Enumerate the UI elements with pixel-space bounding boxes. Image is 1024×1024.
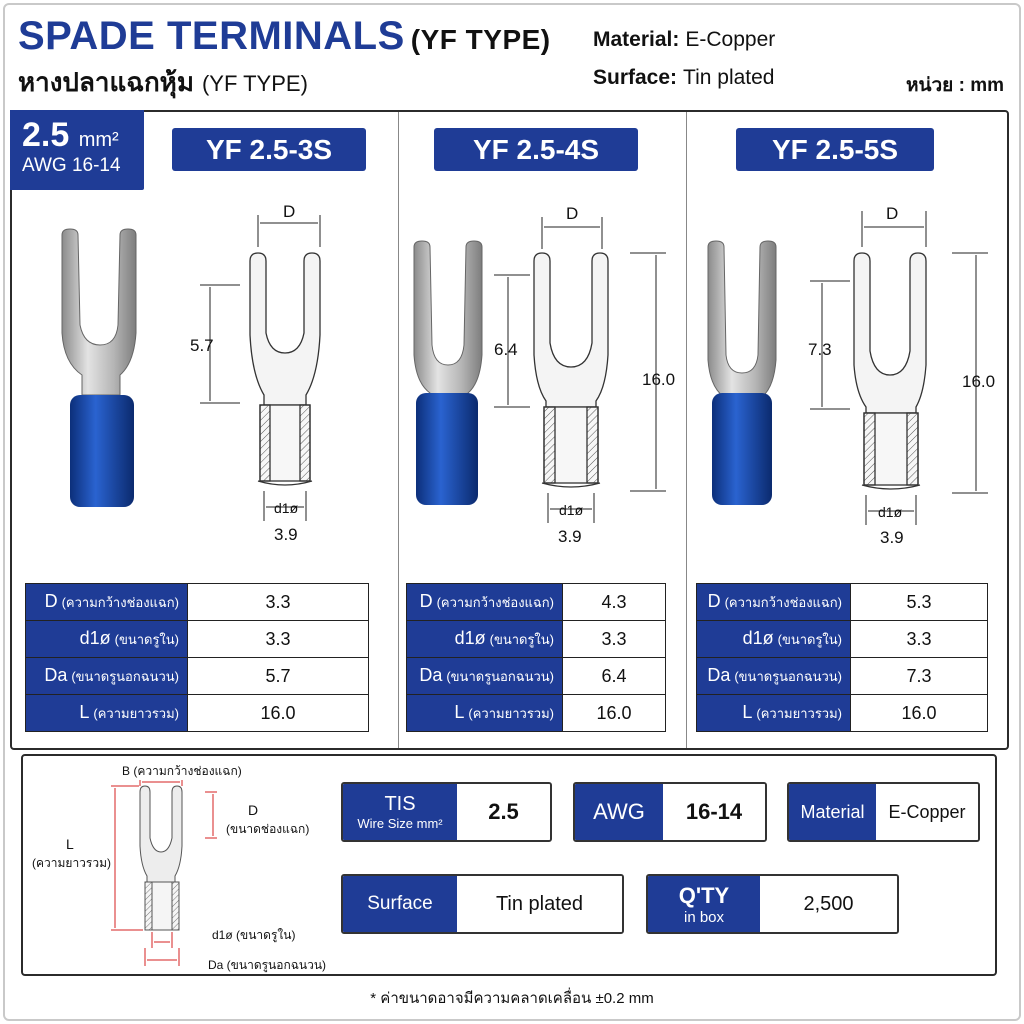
table-row [697,621,988,658]
unit-label: หน่วย : mm [906,75,1004,96]
row-key: Da [707,665,731,685]
row-desc: (ความยาวรวม) [93,706,179,721]
row-key: L [79,702,90,722]
awg-box [573,782,767,842]
legend-d1: d1ø (ขนาดรูใน) [212,928,296,942]
terminal-drawing [854,253,926,489]
terminal-drawing [534,253,608,487]
row-value: 4.3 [563,584,666,621]
legend-D-desc: (ขนาดช่องแฉก) [226,822,310,836]
dim-d1: d1ø [274,500,299,516]
material-box-value: E-Copper [876,784,978,840]
row-desc: (ขนาดรูใน) [114,632,179,647]
dim-d1: d1ø [559,502,584,518]
table-row [26,695,369,732]
dim-D: D [886,204,899,223]
row-value: 3.3 [188,584,369,621]
table-row [407,658,666,695]
legend-B: B (ความกว้างช่องแฉก) [122,764,242,778]
row-key: L [454,702,465,722]
row-key: D [44,591,58,611]
row-key: Da [44,665,68,685]
title-th: หางปลาแฉกหุ้ม [18,67,194,97]
row-key: d1ø [79,628,111,648]
qty-sub: in box [683,908,725,926]
row-value: 16.0 [563,695,666,732]
dim-d1: d1ø [878,504,903,520]
tis-sub: Wire Size mm² [357,816,443,831]
row-desc: (ขนาดรูนอกฉนวน) [734,669,842,684]
dim-D: D [283,202,296,221]
tis-label: TIS [384,793,416,815]
surface-box-value: Tin plated [457,876,622,932]
legend-L: L [66,836,74,852]
dim-D: D [566,204,579,223]
row-desc: (ขนาดรูใน) [489,632,554,647]
row-key: D [419,591,433,611]
terminal-photo [414,241,482,505]
row-value: 5.7 [188,658,369,695]
row-value: 5.3 [851,584,988,621]
title-en: SPADE TERMINALS [18,14,405,58]
row-desc: (ขนาดรูนอกฉนวน) [71,669,179,684]
size-unit: mm² [78,129,119,151]
dim-slot: 7.3 [808,340,832,359]
table-row [26,584,369,621]
table-row [407,695,666,732]
awg-range: AWG 16-14 [22,155,121,176]
legend-D: D [248,802,259,818]
spec-table-1 [25,583,369,732]
page-subtitle [18,62,308,103]
tis-box [341,782,552,842]
spec-table-3 [696,583,988,732]
row-key: D [707,591,721,611]
page-title [18,14,551,59]
title-th-type: (YF TYPE) [201,71,308,96]
surface-box-label: Surface [343,876,457,932]
dim-L: 16.0 [642,370,676,389]
row-desc: (ความยาวรวม) [468,706,554,721]
dim-width: 3.9 [880,528,904,547]
tolerance-note: * ค่าขนาดอาจมีความคลาดเคลื่อน ±0.2 mm [370,990,654,1007]
table-row [697,695,988,732]
surface-value: Tin plated [683,66,775,89]
material-label: Material: [593,28,680,51]
surface-label: Surface: [593,66,678,89]
row-key: L [742,702,753,722]
column-divider [398,112,399,748]
dim-L: 16.0 [962,372,996,391]
size-value: 2.5 [22,116,70,154]
terminal-photo [708,241,776,505]
awg-label: AWG [575,784,663,840]
terminal-diagram-1 [40,195,370,555]
table-row [697,584,988,621]
table-row [407,621,666,658]
row-desc: (ความกว้างช่องแฉก) [724,595,842,610]
spec-table-2 [406,583,666,732]
row-value: 3.3 [563,621,666,658]
dim-width: 3.9 [558,527,582,546]
qty-box [646,874,899,934]
table-row [26,658,369,695]
table-row [26,621,369,658]
model-tag-2: YF 2.5-4S [434,128,638,171]
surface-line [593,66,774,90]
material-box-label: Material [789,784,876,840]
terminal-diagram-3 [690,195,1006,555]
dim-slot: 5.7 [190,336,214,355]
row-desc: (ขนาดรูนอกฉนวน) [446,669,554,684]
tis-value: 2.5 [457,784,550,840]
row-value: 3.3 [851,621,988,658]
row-value: 6.4 [563,658,666,695]
terminal-drawing [250,253,320,485]
model-tag-1: YF 2.5-3S [172,128,366,171]
row-key: d1ø [454,628,486,648]
title-en-type: (YF TYPE) [410,24,551,55]
row-key: Da [419,665,443,685]
qty-label: Q'TY [678,882,730,908]
awg-value: 16-14 [663,784,765,840]
row-value: 7.3 [851,658,988,695]
table-row [697,658,988,695]
size-badge [10,110,144,190]
legend-Da: Da (ขนาดรูนอกฉนวน) [208,958,327,972]
material-value: E-Copper [685,28,776,51]
model-tag-3: YF 2.5-5S [736,128,934,171]
row-key: d1ø [742,628,774,648]
row-value: 3.3 [188,621,369,658]
row-desc: (ความยาวรวม) [756,706,842,721]
dim-slot: 6.4 [494,340,518,359]
material-box [787,782,980,842]
legend-L-desc: (ความยาวรวม) [32,856,112,870]
qty-value: 2,500 [760,876,897,932]
terminal-photo [62,229,136,507]
row-desc: (ความกว้างช่องแฉก) [61,595,179,610]
row-value: 16.0 [188,695,369,732]
material-line [593,28,775,52]
surface-box [341,874,624,934]
row-desc: (ขนาดรูใน) [777,632,842,647]
table-row [407,584,666,621]
row-desc: (ความกว้างช่องแฉก) [436,595,554,610]
column-divider [686,112,687,748]
row-value: 16.0 [851,695,988,732]
terminal-diagram-2 [400,195,684,555]
dim-width: 3.9 [274,525,298,544]
